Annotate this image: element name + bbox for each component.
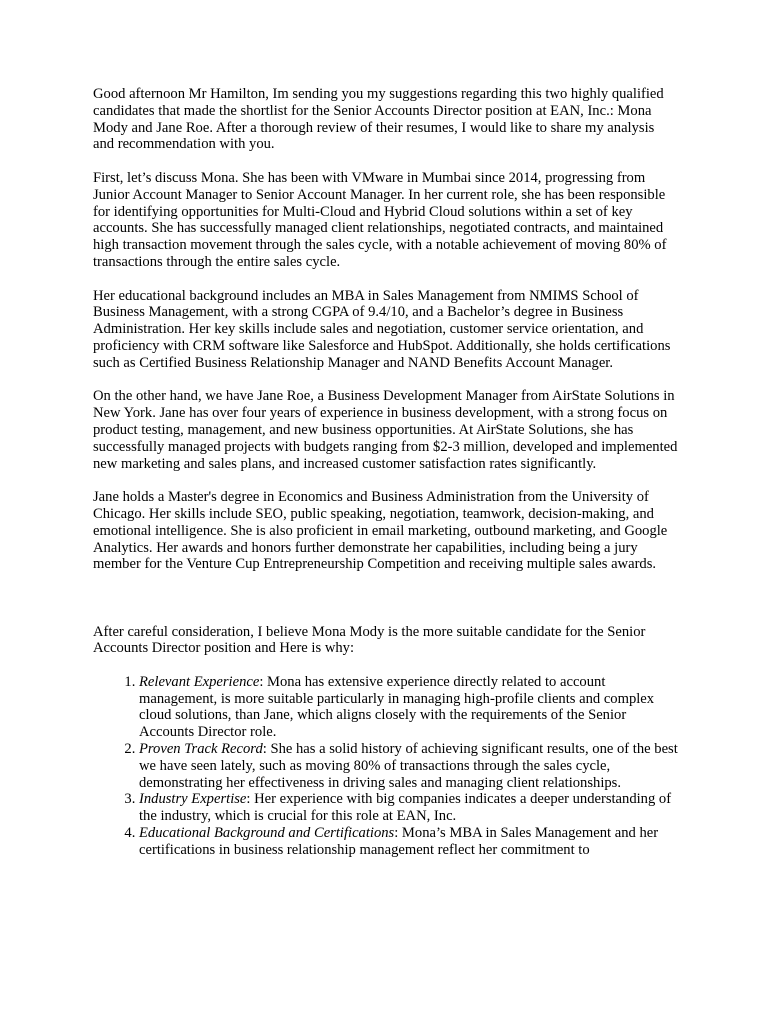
- reason-title: Educational Background and Certifications: [139, 825, 395, 842]
- reason-text: : Mona’s MBA in Sales Management and her certifications in business relationship management reflect her commitment to: [139, 825, 659, 858]
- reason-title: Proven Track Record: [139, 741, 263, 758]
- list-item: [139, 825, 678, 859]
- jane-education-paragraph: Jane holds a Master's degree in Economics and Business Administration from the University of Chicago. Her skills include SEO, public speaking, negotiation, teamwork, decision-making, and emotional intelligence. She is also proficient in email marketing, outbound marketing, and Google Analytics. Her awards and honors further demonstrate her capabilities, including being a jury member for the Venture Cup Entrepreneurship Competition and receiving multiple sales awards.: [93, 489, 668, 573]
- recommendation-paragraph: After careful consideration, I believe Mona Mody is the more suitable candidate for the Senior Accounts Director position and Here is why:: [93, 623, 646, 657]
- list-item: [139, 674, 678, 741]
- greeting-paragraph: Good afternoon Mr Hamilton, Im sending you my suggestions regarding this two highly qualified candidates that made the shortlist for the Senior Accounts Director position at EAN, Inc.: Mona Mody and Jane Roe. After a thorough review of their resumes, I would like to share my analysis and recommendation with you.: [93, 86, 664, 153]
- reason-text: : Mona has extensive experience directly related to account management, is more suitable particularly in managing high-profile clients and complex cloud solutions, than Jane, which aligns closely with the requirements of the Senior Accounts Director role.: [139, 673, 655, 741]
- reason-text: : Her experience with big companies indicates a deeper understanding of the industry, which is crucial for this role at EAN, Inc.: [139, 791, 672, 825]
- reason-text: : She has a solid history of achieving significant results, one of the best we have seen lately, such as moving 80% of transactions through the sales cycle, demonstrating her effectiveness in driving sales and managing client relationships.: [139, 741, 678, 791]
- mona-experience-paragraph: First, let’s discuss Mona. She has been with VMware in Mumbai since 2014, progressing from Junior Account Manager to Senior Account Manager. In her current role, she has been responsible for identifying opportunities for Multi-Cloud and Hybrid Cloud solutions within a set of key accounts. She has successfully managed client relationships, negotiated contracts, and maintained high transaction movement through the sales cycle, with a notable achievement of moving 80% of transactions through the entire sales cycle.: [93, 169, 667, 270]
- mona-education-paragraph: Her educational background includes an MBA in Sales Management from NMIMS School of Business Management, with a strong CGPA of 9.4/10, and a Bachelor’s degree in Business Administration. Her key skills include sales and negotiation, customer service orientation, and proficiency with CRM software like Salesforce and HubSpot. Additionally, she holds certifications such as Certified Business Relationship Manager and NAND Benefits Account Manager.: [93, 287, 671, 371]
- reasons-list: [93, 674, 678, 859]
- list-item: [139, 791, 678, 825]
- reason-title: Relevant Experience: [139, 673, 260, 690]
- reason-title: Industry Expertise: [139, 791, 247, 808]
- jane-experience-paragraph: On the other hand, we have Jane Roe, a Business Development Manager from AirState Solutions in New York. Jane has over four years of experience in business development, with a strong focus on product testing, management, and new business opportunities. At AirState Solutions, she has successfully managed projects with budgets ranging from $2-3 million, developed and implemented new marketing and sales plans, and increased customer satisfaction rates significantly.: [93, 388, 678, 472]
- list-item: [139, 741, 678, 791]
- document-page: [93, 86, 678, 859]
